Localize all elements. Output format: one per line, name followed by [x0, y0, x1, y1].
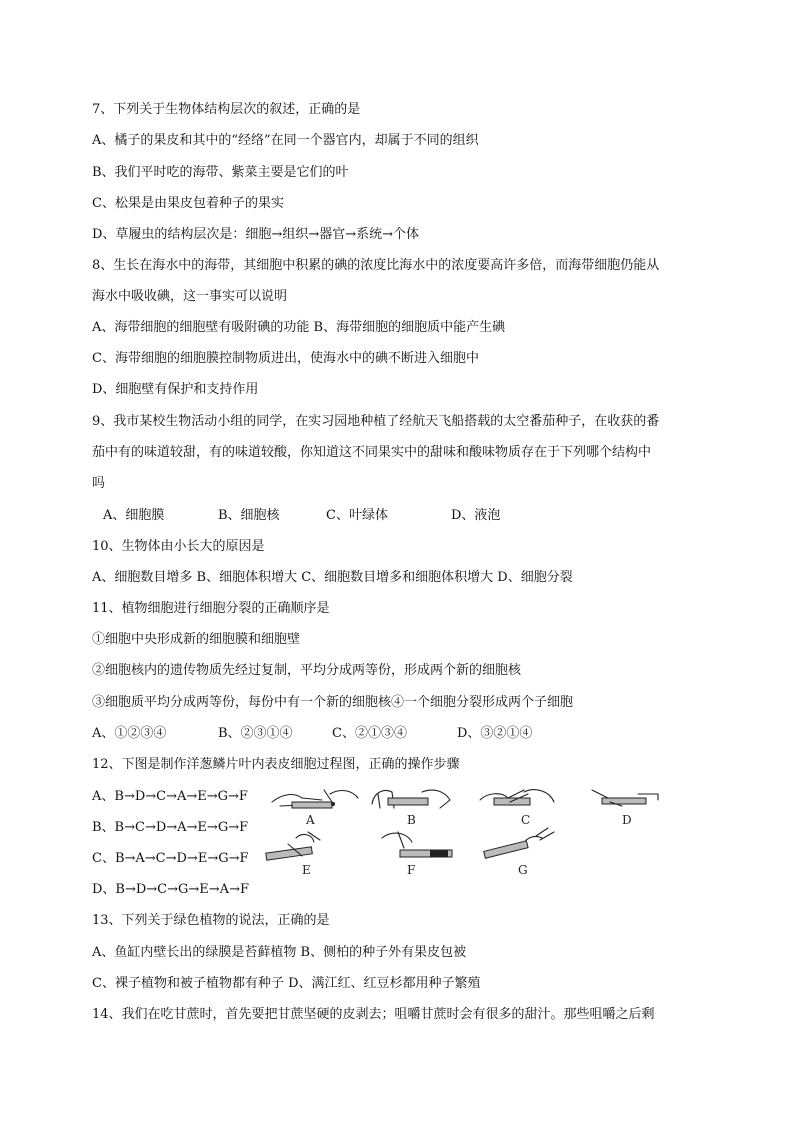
- figure-label-d: D: [622, 813, 632, 827]
- q12-option-b: B、B→C→D→A→E→G→F: [92, 820, 249, 835]
- figure-panel-e: [266, 832, 320, 876]
- q10-stem: 10、生物体由小长大的原因是: [92, 539, 265, 554]
- q8-option-c: C、海带细胞的细胞膜控制物质进出，使海水中的碘不断进入细胞中: [92, 351, 479, 366]
- figure-label-b: B: [407, 813, 416, 827]
- q8-option-d: D、细胞壁有保护和支持作用: [92, 382, 259, 397]
- q9-option-c: C、叶绿体: [326, 508, 388, 523]
- q8-options-ab: A、海带细胞的细胞壁有吸附碘的功能 B、海带细胞的细胞质中能产生碘: [92, 320, 506, 335]
- figure-panel-d: [592, 790, 658, 827]
- q7-option-d: D、草履虫的结构层次是：细胞→组织→器官→系统→个体: [92, 227, 419, 242]
- q11-option-c: C、②①③④: [332, 726, 407, 741]
- q11-step-1: ①细胞中央形成新的细胞膜和细胞壁: [92, 632, 301, 647]
- q9-stem-line1: 9、我市某校生物活动小组的同学，在实习园地种植了经航天飞船搭载的太空番茄种子，在收获的番: [92, 414, 660, 429]
- figure-panel-g: [484, 828, 554, 876]
- q7-stem: 7、下列关于生物体结构层次的叙述，正确的是: [92, 102, 361, 117]
- q9-option-a: A、细胞膜: [103, 508, 165, 523]
- q7-option-c: C、松果是由果皮包着种子的果实: [92, 196, 284, 211]
- q12-stem: 12、下图是制作洋葱鳞片叶内表皮细胞过程图，正确的操作步骤: [92, 757, 460, 772]
- figure-panel-a: [272, 790, 358, 827]
- q9-option-d: D、液泡: [451, 508, 501, 523]
- q12-option-a: A、B→D→C→A→E→G→F: [92, 789, 248, 804]
- q11-option-b: B、②③①④: [218, 726, 293, 741]
- q11-step-3: ③细胞质平均分成两等份，每份中有一个新的细胞核④一个细胞分裂形成两个子细胞: [92, 695, 574, 710]
- q13-stem: 13、下列关于绿色植物的说法，正确的是: [92, 913, 330, 928]
- q10-options: A、细胞数目增多 B、细胞体积增大 C、细胞数目增多和细胞体积增大 D、细胞分裂: [92, 570, 573, 585]
- q8-stem-line2: 海水中吸收碘，这一事实可以说明: [92, 289, 288, 304]
- figure-label-g: G: [518, 863, 528, 876]
- figure-label-e: E: [302, 863, 311, 876]
- slide-preparation-figure: [262, 780, 682, 876]
- q8-stem-line1: 8、生长在海水中的海带，其细胞中积累的碘的浓度比海水中的浓度要高许多倍，而海带细胞仍能从: [92, 258, 660, 273]
- figure-panel-f: [382, 832, 452, 876]
- q12-option-c: C、B→A→C→D→E→G→F: [92, 851, 249, 866]
- figure-label-a: A: [306, 813, 315, 827]
- figure-panel-b: [372, 790, 450, 827]
- q13-options-cd: C、裸子植物和被子植物都有种子 D、满江红、红豆杉都用种子繁殖: [92, 976, 481, 991]
- q11-option-a: A、①②③④: [92, 726, 167, 741]
- q9-stem-line3: 吗: [92, 476, 106, 491]
- q12-option-d: D、B→D→C→G→E→A→F: [92, 882, 249, 897]
- q11-option-d: D、③②①④: [457, 726, 533, 741]
- figure-panel-c: [480, 790, 554, 827]
- q14-stem: 14、我们在吃甘蔗时，首先要把甘蔗坚硬的皮剥去；咀嚼甘蔗时会有很多的甜汁。那些咀嚼之后剩: [92, 1007, 655, 1022]
- q9-option-b: B、细胞核: [218, 508, 280, 523]
- q7-option-a: A、橘子的果皮和其中的“经络”在同一个器官内，却属于不同的组织: [92, 133, 479, 148]
- q7-option-b: B、我们平时吃的海带、紫菜主要是它们的叶: [92, 165, 349, 180]
- q11-stem: 11、植物细胞进行细胞分裂的正确顺序是: [92, 601, 330, 616]
- figure-label-c: C: [521, 813, 531, 827]
- q13-options-ab: A、鱼缸内壁长出的绿膜是苔藓植物 B、侧柏的种子外有果皮包被: [92, 945, 467, 960]
- figure-label-f: F: [407, 863, 416, 876]
- q11-step-2: ②细胞核内的遗传物质先经过复制，平均分成两等份，形成两个新的细胞核: [92, 663, 522, 678]
- q9-stem-line2: 茄中有的味道较甜，有的味道较酸，你知道这不同果实中的甜味和酸味物质存在于下列哪个结构中: [92, 445, 652, 460]
